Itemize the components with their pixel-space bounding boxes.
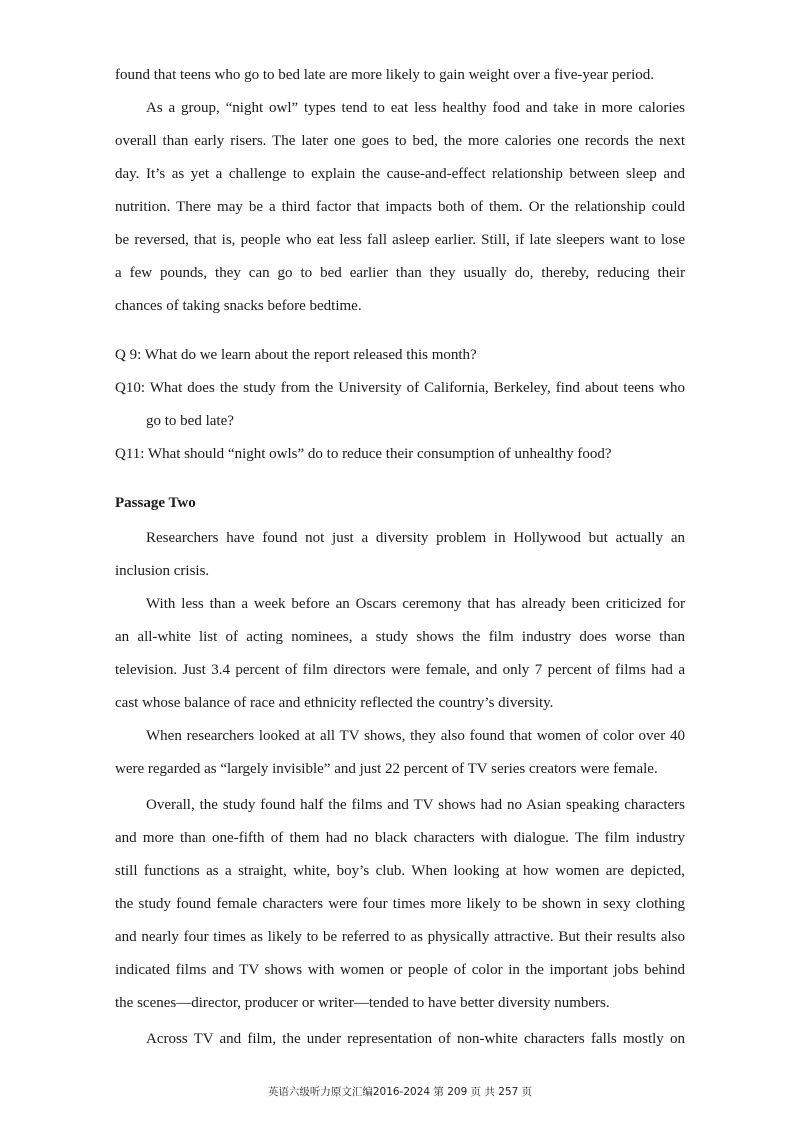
paragraph-line: As a group, “night owl” types tend to eat less healthy food and take in more calories: [146, 100, 685, 116]
paragraph-line: were regarded as “largely invisible” and just 22 percent of TV series creators were female.: [115, 761, 658, 777]
paragraph-line: nutrition. There may be a third factor that impacts both of them. Or the relationship could: [115, 199, 685, 215]
paragraph-line: still functions as a straight, white, boy’s club. When looking at how women are depicted,: [115, 863, 685, 879]
paragraph-line: the study found female characters were four times more likely to be shown in sexy clothing: [115, 896, 685, 912]
question-q10: Q10: What does the study from the University of California, Berkeley, find about teens who: [115, 380, 685, 396]
paragraph-line: and nearly four times as likely to be referred to as physically attractive. But their results also: [115, 929, 685, 945]
paragraph-line: When researchers looked at all TV shows, they also found that women of color over 40: [146, 728, 685, 744]
paragraph-line: Researchers have found not just a diversity problem in Hollywood but actually an: [146, 530, 685, 546]
paragraph-line: found that teens who go to bed late are more likely to gain weight over a five-year period.: [115, 67, 654, 83]
paragraph-line: and more than one-fifth of them had no black characters with dialogue. The film industry: [115, 830, 685, 846]
paragraph-line: indicated films and TV shows with women or people of color in the important jobs behind: [115, 962, 685, 978]
paragraph-line: cast whose balance of race and ethnicity reflected the country’s diversity.: [115, 695, 554, 711]
paragraph-line: television. Just 3.4 percent of film directors were female, and only 7 percent of films had a: [115, 662, 685, 678]
paragraph-line: Across TV and film, the under representation of non-white characters falls mostly on: [146, 1031, 685, 1047]
question-q11: Q11: What should “night owls” do to reduce their consumption of unhealthy food?: [115, 446, 612, 462]
paragraph-line: With less than a week before an Oscars ceremony that has already been criticized for: [146, 596, 685, 612]
section-heading: Passage Two: [115, 495, 196, 511]
page-footer: 英语六级听力原文汇编2016-2024 第 209 页 共 257 页: [267, 1086, 533, 1098]
paragraph-line: overall than early risers. The later one goes to bed, the more calories one records the next: [115, 133, 685, 149]
paragraph-line: an all-white list of acting nominees, a study shows the film industry does worse than: [115, 629, 685, 645]
paragraph-line: inclusion crisis.: [115, 563, 210, 579]
paragraph-line: Overall, the study found half the films and TV shows had no Asian speaking characters: [146, 797, 685, 813]
paragraph-line: a few pounds, they can go to bed earlier than they usually do, thereby, reducing their: [115, 265, 685, 281]
paragraph-line: chances of taking snacks before bedtime.: [115, 298, 362, 314]
paragraph-line: day. It’s as yet a challenge to explain the cause-and-effect relationship between sleep and: [115, 166, 685, 182]
paragraph-line: be reversed, that is, people who eat less fall asleep earlier. Still, if late sleepers want to lose: [115, 232, 685, 248]
question-q10-cont: go to bed late?: [146, 413, 234, 429]
paragraph-line: the scenes—director, producer or writer—tended to have better diversity numbers.: [115, 995, 610, 1011]
question-q9: Q 9: What do we learn about the report released this month?: [115, 347, 477, 363]
